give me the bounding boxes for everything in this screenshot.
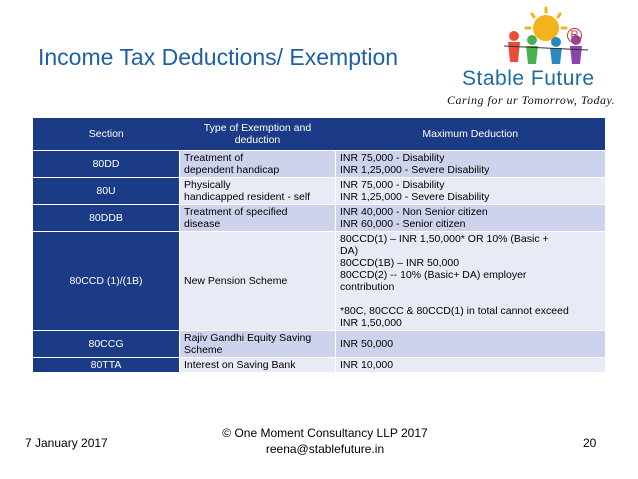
- cell-max-line: INR 10,000: [340, 359, 394, 371]
- cell-section: 80CCG: [33, 331, 180, 358]
- cell-max-line: INR 75,000 - Disability: [340, 179, 445, 191]
- deductions-table: [33, 118, 605, 373]
- table-body: [33, 151, 605, 373]
- cell-max-deduction: [336, 232, 606, 331]
- cell-max-line: INR 40,000 - Non Senior citizen: [340, 206, 488, 218]
- cell-max-line: 80CCD(1) – INR 1,50,000* OR 10% (Basic +: [340, 233, 549, 245]
- cell-max-line: INR 1,25,000 - Severe Disability: [340, 164, 490, 176]
- header-section: Section: [33, 118, 180, 151]
- cell-max-line: 80CCD(2) -- 10% (Basic+ DA) employer: [340, 269, 527, 281]
- cell-type-line: Interest on Saving Bank: [184, 359, 296, 371]
- cell-max-line: DA): [340, 245, 359, 257]
- slide-title: Income Tax Deductions/ Exemption: [38, 44, 399, 70]
- logo-tagline: Caring for ur Tomorrow, Today.: [447, 93, 616, 107]
- cell-max-deduction: [336, 205, 606, 232]
- cell-max-line: INR 1,25,000 - Severe Disability: [340, 191, 490, 203]
- footer-email: reena@stablefuture.in: [265, 442, 385, 456]
- cell-type: [180, 358, 336, 373]
- cell-section: 80TTA: [33, 358, 180, 373]
- cell-type: [180, 205, 336, 232]
- cell-max-line: INR 1,50,000: [340, 317, 402, 329]
- cell-max-deduction: [336, 331, 606, 358]
- cell-max-deduction: [336, 358, 606, 373]
- logo-brand-name: Stable Future: [462, 67, 595, 90]
- cell-max-line: 80CCD(1B) – INR 50,000: [340, 257, 460, 269]
- cell-type-line: Physically: [184, 179, 231, 191]
- cell-type: [180, 331, 336, 358]
- footer-copyright: © One Moment Consultancy LLP 2017: [222, 426, 428, 440]
- header-max-deduction: Maximum Deduction: [336, 118, 606, 151]
- cell-type-line: handicapped resident - self: [184, 191, 311, 203]
- cell-section: 80CCD (1)/(1B): [33, 232, 180, 331]
- table-row: [33, 205, 605, 232]
- cell-type-line: Rajiv Gandhi Equity Saving: [184, 332, 312, 344]
- table-row: [33, 232, 605, 331]
- cell-max-deduction: [336, 151, 606, 178]
- cell-max-line: INR 50,000: [340, 338, 394, 350]
- cell-section: 80U: [33, 178, 180, 205]
- cell-max-line: *80C, 80CCC & 80CCD(1) in total cannot exceed: [340, 305, 569, 317]
- cell-max-deduction: [336, 178, 606, 205]
- page-number: 20: [583, 436, 597, 450]
- cell-type-line: disease: [184, 218, 221, 230]
- cell-type-line: Treatment of: [184, 152, 244, 164]
- registered-mark: R: [567, 28, 582, 43]
- table-header-row: [33, 118, 605, 151]
- cell-type-line: New Pension Scheme: [184, 275, 288, 287]
- cell-max-line: [340, 293, 601, 305]
- cell-type-line: Scheme: [184, 344, 223, 356]
- cell-max-line: INR 75,000 - Disability: [340, 152, 445, 164]
- footer-date: 7 January 2017: [25, 436, 108, 450]
- table-row: [33, 151, 605, 178]
- header-type: Type of Exemption and deduction: [180, 118, 336, 151]
- table-row: [33, 178, 605, 205]
- cell-type-line: Treatment of specified: [184, 206, 288, 218]
- cell-type: [180, 178, 336, 205]
- cell-type: [180, 232, 336, 331]
- cell-type: [180, 151, 336, 178]
- cell-type-line: dependent handicap: [184, 164, 280, 176]
- table-row: [33, 358, 605, 373]
- cell-section: 80DDB: [33, 205, 180, 232]
- table-row: [33, 331, 605, 358]
- footer-center: [200, 425, 450, 457]
- cell-max-line: contribution: [340, 281, 395, 293]
- cell-max-line: INR 60,000 - Senior citizen: [340, 218, 466, 230]
- cell-section: 80DD: [33, 151, 180, 178]
